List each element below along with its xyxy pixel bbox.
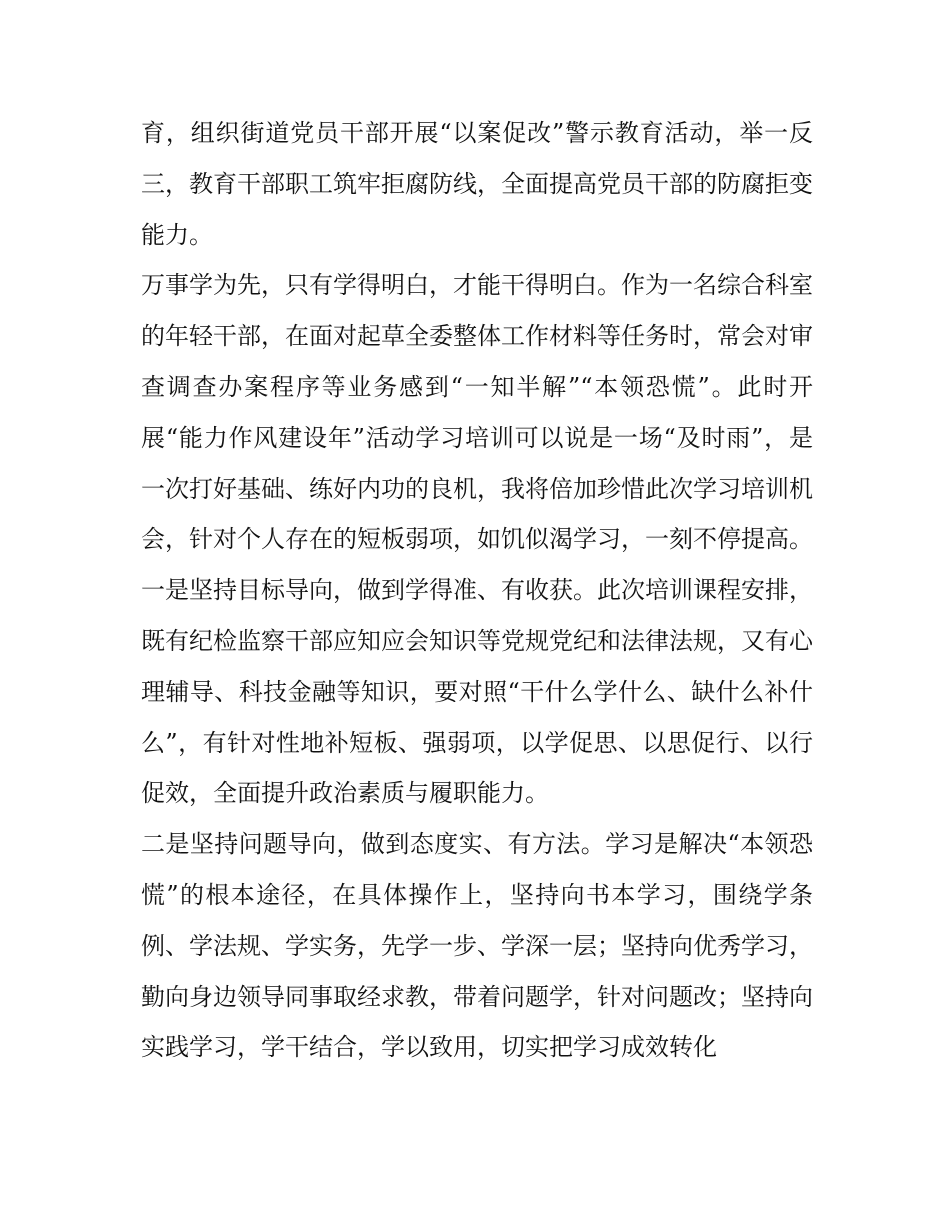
document-body bbox=[141, 108, 813, 1073]
paragraph-3: 一是坚持目标导向，做到学得准、有收获。此次培训课程安排，既有纪检监察干部应知应会知识等党规党纪和法律法规，又有心理辅导、科技金融等知识，要对照“干什么学什么、缺什么补什么”，有针对性地补短板、强弱项，以学促思、以思促行、以行促效，全面提升政治素质与履职能力。 bbox=[141, 576, 813, 808]
paragraph-2: 万事学为先，只有学得明白，才能干得明白。作为一名综合科室的年轻干部，在面对起草全委整体工作材料等任务时，常会对审查调查办案程序等业务感到“一知半解”“本领恐慌”。此时开展“能力作风建设年”活动学习培训可以说是一场“及时雨”，是一次打好基础、练好内功的良机，我将倍加珍惜此次学习培训机会，针对个人存在的短板弱项，如饥似渴学习，一刻不停提高。 bbox=[141, 271, 813, 554]
paragraph-1: 育，组织街道党员干部开展“以案促改”警示教育活动，举一反三，教育干部职工筑牢拒腐防线，全面提高党员干部的防腐拒变能力。 bbox=[141, 119, 813, 249]
paragraph-4: 二是坚持问题导向，做到态度实、有方法。学习是解决“本领恐慌”的根本途径，在具体操作上，坚持向书本学习，围绕学条例、学法规、学实务，先学一步、学深一层；坚持向优秀学习，勤向身边领导同事取经求教，带着问题学，针对问题改；坚持向实践学习，学干结合，学以致用，切实把学习成效转化 bbox=[141, 830, 813, 1062]
